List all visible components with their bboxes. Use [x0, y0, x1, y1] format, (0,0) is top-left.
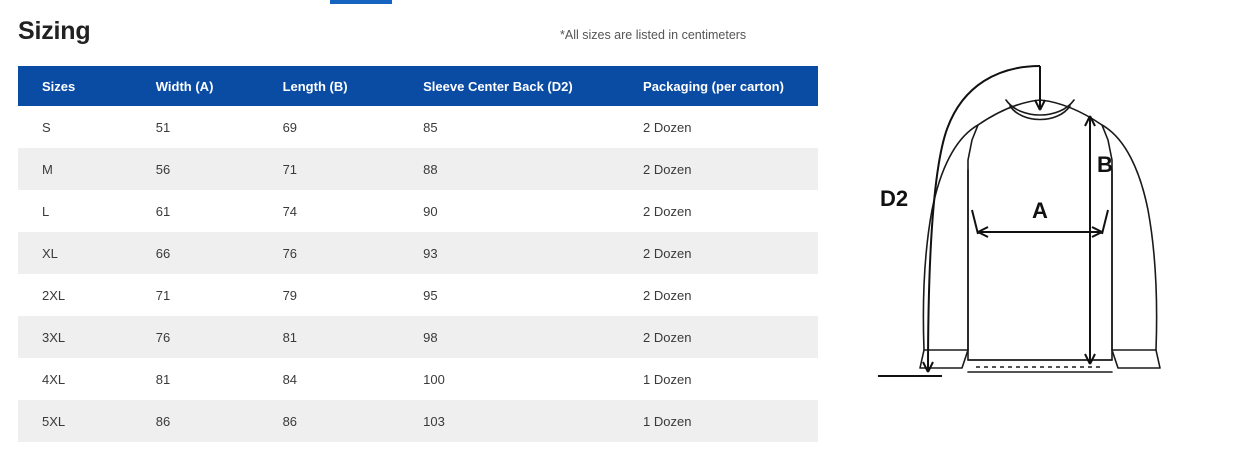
table-row [18, 274, 818, 316]
cell-length: 71 [261, 148, 402, 190]
cell-size: 4XL [42, 371, 66, 387]
column-header-packaging: Packaging (per carton) [621, 66, 818, 106]
cell-width: 86 [134, 400, 261, 442]
cell-width: 51 [155, 119, 171, 135]
measure-b-arrow [1085, 116, 1095, 364]
label-b: B [1097, 152, 1113, 177]
label-a: A [1032, 198, 1048, 223]
label-d2: D2 [880, 186, 909, 211]
cell-sleeve: 98 [401, 316, 621, 358]
table-row [18, 106, 818, 148]
table-header-row [18, 66, 818, 106]
cell-size: 5XL [18, 400, 134, 442]
cell-size: 2XL [42, 287, 66, 303]
cell-packaging: 2 Dozen [643, 287, 692, 303]
cell-length: 81 [261, 316, 402, 358]
cell-length: 84 [282, 371, 298, 387]
column-header-width: Width (A) [134, 66, 261, 106]
cell-packaging: 2 Dozen [621, 316, 818, 358]
cell-sleeve: 95 [423, 287, 438, 303]
column-header-sleeve: Sleeve Center Back (D2) [401, 66, 621, 106]
table-row [18, 400, 818, 442]
cell-size: 3XL [18, 316, 134, 358]
cell-width: 66 [134, 232, 261, 274]
column-header-length: Length (B) [261, 66, 402, 106]
cell-length: 69 [282, 119, 298, 135]
sizing-table [18, 66, 818, 442]
cell-packaging: 1 Dozen [643, 371, 692, 387]
measure-d2-arrow [878, 66, 1045, 376]
cell-size: L [42, 203, 50, 219]
cell-packaging: 2 Dozen [621, 148, 818, 190]
sizing-note: *All sizes are listed in centimeters [560, 28, 747, 42]
table-header [18, 66, 818, 106]
cell-width: 76 [134, 316, 261, 358]
cell-length: 76 [261, 232, 402, 274]
sweatshirt-outline-icon [920, 100, 1160, 372]
cell-packaging: 1 Dozen [621, 400, 818, 442]
cell-packaging: 2 Dozen [643, 119, 692, 135]
cell-length: 86 [261, 400, 402, 442]
cell-width: 56 [134, 148, 261, 190]
cell-length: 74 [282, 203, 298, 219]
table-row [18, 316, 818, 358]
cell-sleeve: 103 [401, 400, 621, 442]
cell-sleeve: 88 [401, 148, 621, 190]
table-body [18, 106, 818, 442]
cell-size: M [18, 148, 134, 190]
cell-width: 81 [155, 371, 171, 387]
table-row [18, 232, 818, 274]
cell-packaging: 2 Dozen [643, 203, 692, 219]
cell-size: S [42, 119, 51, 135]
page-title: Sizing [18, 17, 91, 45]
cell-width: 71 [155, 287, 171, 303]
table-row [18, 358, 818, 400]
cell-sleeve: 100 [423, 371, 445, 387]
cell-length: 79 [282, 287, 298, 303]
cell-sleeve: 85 [423, 119, 438, 135]
garment-measurement-diagram [850, 20, 1230, 420]
table-row [18, 148, 818, 190]
top-accent-bar [330, 0, 392, 4]
cell-size: XL [18, 232, 134, 274]
cell-width: 61 [155, 203, 171, 219]
column-header-sizes: Sizes [18, 66, 134, 106]
cell-sleeve: 90 [423, 203, 438, 219]
cell-sleeve: 93 [401, 232, 621, 274]
table-row [18, 190, 818, 232]
cell-packaging: 2 Dozen [621, 232, 818, 274]
